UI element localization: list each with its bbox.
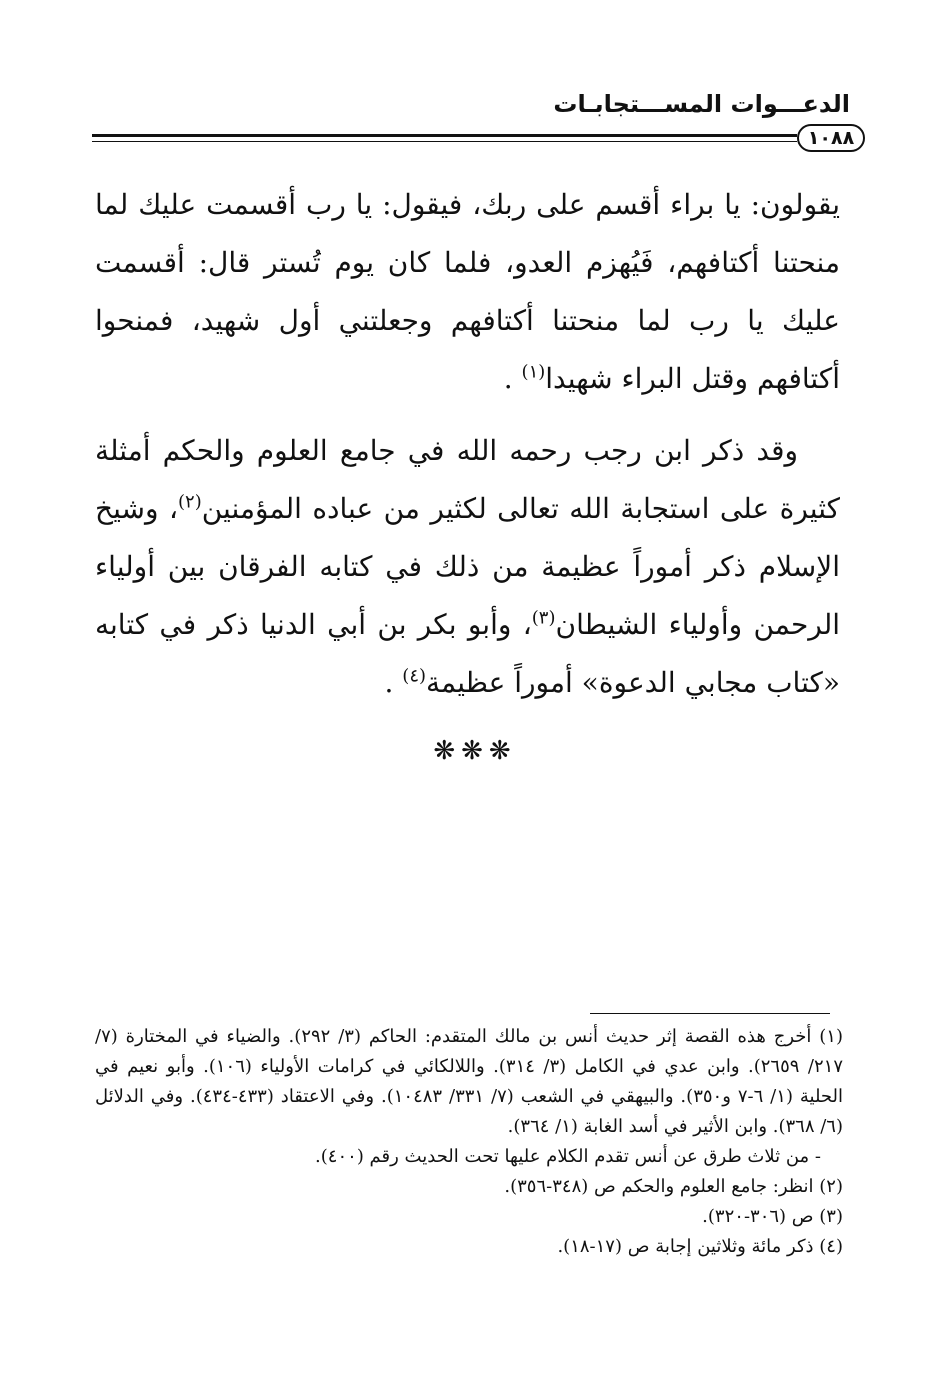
footnote-4: (٤) ذكر مائة وثلاثين إجابة ص (١٧-١٨). <box>557 1236 843 1257</box>
paragraph-2-end: . <box>384 666 403 699</box>
footnotes <box>95 1022 843 1262</box>
footnote-rule <box>590 1013 830 1014</box>
paragraph-2 <box>95 422 840 712</box>
section-separator: ❋❋❋ <box>433 736 517 766</box>
running-header: الدعـــوات المســـتجابـات <box>553 90 850 118</box>
paragraph-1-end: . <box>503 362 522 395</box>
paragraph-2-text-1: وقد ذكر ابن رجب رحمه الله في جامع العلوم والحكم أمثلة كثيرة على استجابة الله تعالى لكثير من عباده المؤمنين <box>95 434 840 525</box>
paragraph-1-text: يقولون: يا براء أقسم على ربك، فيقول: يا رب أقسمت عليك لما منحتنا أكتافهم، فَيُهزم العدو، فلما كان يوم تُستر قال: أقسمت عليك يا رب لما منحتنا أكتافهم وجعلتني أول شهيد، فمنحوا أكتافهم وقتل البراء شهيدا <box>95 188 840 395</box>
paragraph-1 <box>95 176 840 408</box>
footnote-ref-4: (٤) <box>402 665 427 687</box>
footnote-ref-2: (٢) <box>178 491 202 513</box>
footnote-2: (٢) انظر: جامع العلوم والحكم ص (٣٤٨-٣٥٦). <box>504 1176 843 1197</box>
paragraph-2-text-2: ، وشيخ الإسلام ذكر أموراً عظيمة من ذلك في كتابه الفرقان بين أولياء الرحمن وأولياء الشيطان <box>95 492 841 641</box>
page-number: ١٠٨٨ <box>797 124 865 152</box>
paragraph-2-text-3: ، وأبو بكر بن أبي الدنيا ذكر في كتابه «كتاب مجابي الدعوة» أموراً عظيمة <box>95 608 840 699</box>
footnote-ref-3: (٣) <box>531 607 556 629</box>
header-rule <box>92 134 797 137</box>
footnote-ref-1: (١) <box>521 361 546 383</box>
main-text <box>95 176 840 712</box>
footnote-1-note: - من ثلاث طرق عن أنس تقدم الكلام عليها تحت الحديث رقم (٤٠٠). <box>315 1146 821 1167</box>
footnote-3: (٣) ص (٣٠٦-٣٢٠). <box>702 1206 843 1227</box>
footnote-1: (١) أخرج هذه القصة إثر حديث أنس بن مالك المتقدم: الحاكم (٣/ ٢٩٢). والضياء في المختارة (٧/ ٢١٧/ ٢٦٥٩). وابن عدي في الكامل (٣/ ٣١٤). واللالكائي في كرامات الأولياء (١٠٦). وأبو نعيم في الحلية (١/ ٦-٧ و٣٥٠). والبيهقي في الشعب (٧/ ٣٣١/ ١٠٤٨٣). وفي الاعتقاد (٤٣٣-٤٣٤). وفي الدلائل (٦/ ٣٦٨). وابن الأثير في أسد الغابة (١/ ٣٦٤). <box>95 1026 844 1137</box>
header-rule-thin <box>92 141 797 142</box>
